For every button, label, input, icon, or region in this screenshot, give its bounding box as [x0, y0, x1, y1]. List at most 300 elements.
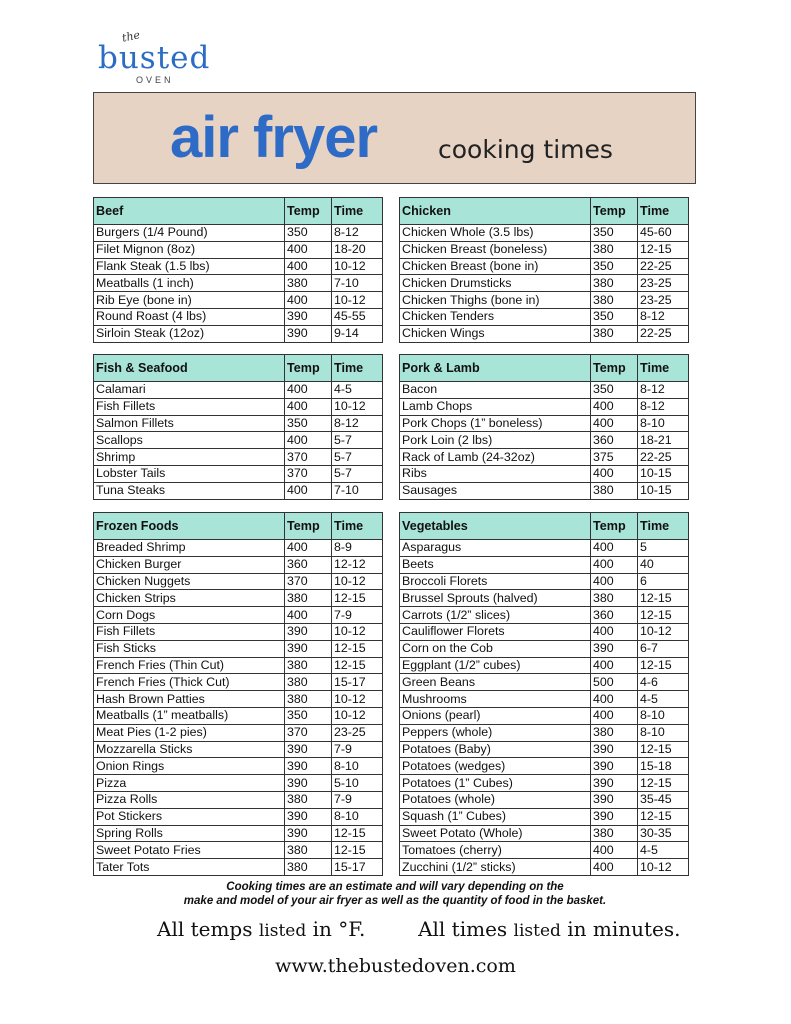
time-cell: 23-25: [332, 724, 383, 741]
time-cell: 8-9: [332, 540, 383, 557]
temp-cell: 350: [591, 308, 638, 325]
time-cell: 7-10: [332, 482, 383, 499]
time-cell: 8-12: [638, 308, 689, 325]
table-row: [400, 225, 689, 242]
category-header: Pork & Lamb: [400, 355, 591, 382]
time-cell: 5: [638, 540, 689, 557]
temp-cell: 400: [591, 707, 638, 724]
time-cell: 15-17: [332, 859, 383, 876]
food-name-cell: Peppers (whole): [400, 724, 591, 741]
temps-suffix: in °F.: [312, 917, 366, 941]
table-row: [94, 674, 383, 691]
food-name-cell: Fish Fillets: [94, 398, 285, 415]
table-row: [400, 758, 689, 775]
time-cell: 12-15: [638, 607, 689, 624]
time-cell: 12-15: [638, 657, 689, 674]
food-name-cell: Broccoli Florets: [400, 573, 591, 590]
time-cell: 12-15: [332, 825, 383, 842]
food-name-cell: French Fries (Thick Cut): [94, 674, 285, 691]
table-row: [94, 258, 383, 275]
table-row: [94, 325, 383, 342]
temp-cell: 390: [285, 825, 332, 842]
time-header: Time: [332, 355, 383, 382]
temp-cell: 400: [285, 432, 332, 449]
banner-subtitle: cooking times: [438, 135, 613, 164]
table-row: [400, 415, 689, 432]
food-name-cell: Sweet Potato (Whole): [400, 825, 591, 842]
food-name-cell: Chicken Thighs (bone in): [400, 292, 591, 309]
time-cell: 7-9: [332, 741, 383, 758]
vegetables-table: [399, 512, 689, 876]
food-name-cell: Zucchini (1/2” sticks): [400, 859, 591, 876]
table-row: [94, 691, 383, 708]
time-cell: 12-15: [332, 590, 383, 607]
time-cell: 8-12: [332, 225, 383, 242]
time-cell: 10-15: [638, 482, 689, 499]
table-row: [400, 707, 689, 724]
food-name-cell: Chicken Drumsticks: [400, 275, 591, 292]
food-name-cell: Filet Mignon (8oz): [94, 241, 285, 258]
temp-cell: 375: [591, 449, 638, 466]
temp-cell: 400: [591, 859, 638, 876]
time-cell: 23-25: [638, 292, 689, 309]
food-name-cell: Tater Tots: [94, 859, 285, 876]
food-name-cell: Potatoes (wedges): [400, 758, 591, 775]
table-row: [400, 465, 689, 482]
temp-cell: 390: [285, 325, 332, 342]
table-row: [94, 292, 383, 309]
table-row: [94, 556, 383, 573]
food-name-cell: Beets: [400, 556, 591, 573]
table-row: [94, 657, 383, 674]
temp-cell: 350: [285, 415, 332, 432]
food-name-cell: Squash (1” Cubes): [400, 808, 591, 825]
temp-cell: 390: [591, 775, 638, 792]
table-row: [400, 398, 689, 415]
temp-cell: 380: [285, 590, 332, 607]
time-cell: 4-5: [638, 842, 689, 859]
table-row: [94, 724, 383, 741]
time-cell: 35-45: [638, 791, 689, 808]
table-row: [400, 741, 689, 758]
table-header-row: [94, 513, 383, 540]
temp-cell: 380: [285, 791, 332, 808]
time-cell: 40: [638, 556, 689, 573]
units-statement: [157, 917, 681, 941]
time-header: Time: [638, 198, 689, 225]
temp-header: Temp: [285, 198, 332, 225]
time-cell: 30-35: [638, 825, 689, 842]
table-row: [400, 808, 689, 825]
temp-cell: 400: [285, 398, 332, 415]
table-row: [94, 241, 383, 258]
website-url[interactable]: www.thebustedoven.com: [275, 955, 516, 977]
time-cell: 9-14: [332, 325, 383, 342]
disclaimer-line-1: Cooking times are an estimate and will vary depending on the: [226, 881, 564, 893]
temp-cell: 360: [285, 556, 332, 573]
table-row: [94, 741, 383, 758]
fish-seafood-table: [93, 354, 383, 500]
temp-cell: 380: [591, 590, 638, 607]
table-row: [94, 607, 383, 624]
time-cell: 6: [638, 573, 689, 590]
temp-header: Temp: [591, 198, 638, 225]
time-cell: 5-7: [332, 465, 383, 482]
table-row: [400, 540, 689, 557]
table-row: [400, 556, 689, 573]
table-row: [400, 842, 689, 859]
time-cell: 10-15: [638, 465, 689, 482]
time-cell: 8-12: [332, 415, 383, 432]
food-name-cell: Meatballs (1 inch): [94, 275, 285, 292]
time-cell: 8-12: [638, 398, 689, 415]
table-row: [94, 398, 383, 415]
food-name-cell: Round Roast (4 lbs): [94, 308, 285, 325]
food-name-cell: Breaded Shrimp: [94, 540, 285, 557]
temp-cell: 400: [591, 398, 638, 415]
time-cell: 5-7: [332, 449, 383, 466]
time-header: Time: [332, 198, 383, 225]
time-cell: 12-15: [638, 590, 689, 607]
temp-cell: 390: [591, 741, 638, 758]
table-row: [400, 308, 689, 325]
frozen-foods-table: [93, 512, 383, 876]
time-cell: 45-60: [638, 225, 689, 242]
time-cell: 5-7: [332, 432, 383, 449]
temp-cell: 370: [285, 465, 332, 482]
food-name-cell: Shrimp: [94, 449, 285, 466]
table-row: [400, 275, 689, 292]
temp-cell: 360: [591, 607, 638, 624]
food-name-cell: Corn on the Cob: [400, 640, 591, 657]
food-name-cell: Lamb Chops: [400, 398, 591, 415]
table-row: [400, 325, 689, 342]
table-row: [400, 482, 689, 499]
temp-cell: 390: [285, 758, 332, 775]
table-row: [94, 825, 383, 842]
table-row: [94, 308, 383, 325]
food-name-cell: Sweet Potato Fries: [94, 842, 285, 859]
time-cell: 12-15: [332, 657, 383, 674]
time-header: Time: [638, 355, 689, 382]
time-cell: 10-12: [332, 398, 383, 415]
table-row: [400, 258, 689, 275]
temp-cell: 400: [591, 540, 638, 557]
food-name-cell: Potatoes (Baby): [400, 741, 591, 758]
temp-cell: 400: [591, 842, 638, 859]
food-name-cell: Pot Stickers: [94, 808, 285, 825]
temp-cell: 380: [591, 325, 638, 342]
temp-cell: 350: [591, 258, 638, 275]
table-row: [94, 590, 383, 607]
disclaimer-note: [100, 880, 690, 908]
table-row: [400, 449, 689, 466]
table-row: [94, 465, 383, 482]
time-cell: 22-25: [638, 258, 689, 275]
temp-cell: 400: [591, 465, 638, 482]
table-row: [400, 791, 689, 808]
temp-cell: 400: [285, 482, 332, 499]
food-name-cell: Mushrooms: [400, 691, 591, 708]
temp-cell: 350: [285, 225, 332, 242]
temp-cell: 380: [285, 859, 332, 876]
time-cell: 7-9: [332, 607, 383, 624]
time-cell: 12-15: [332, 640, 383, 657]
table-row: [94, 415, 383, 432]
temp-cell: 380: [285, 674, 332, 691]
time-cell: 23-25: [638, 275, 689, 292]
temp-cell: 390: [591, 791, 638, 808]
temp-cell: 350: [591, 225, 638, 242]
table-row: [400, 859, 689, 876]
temp-cell: 350: [285, 707, 332, 724]
table-row: [94, 775, 383, 792]
time-cell: 12-15: [638, 808, 689, 825]
temp-cell: 400: [591, 657, 638, 674]
temp-cell: 380: [591, 724, 638, 741]
temp-cell: 400: [285, 241, 332, 258]
temp-cell: 400: [591, 691, 638, 708]
time-cell: 18-20: [332, 241, 383, 258]
food-name-cell: Chicken Wings: [400, 325, 591, 342]
temp-cell: 380: [591, 292, 638, 309]
temp-header: Temp: [285, 355, 332, 382]
time-cell: 10-12: [332, 707, 383, 724]
food-name-cell: Fish Sticks: [94, 640, 285, 657]
food-name-cell: Onion Rings: [94, 758, 285, 775]
category-header: Frozen Foods: [94, 513, 285, 540]
food-name-cell: Potatoes (1” Cubes): [400, 775, 591, 792]
table-row: [400, 432, 689, 449]
temp-cell: 400: [591, 556, 638, 573]
time-cell: 7-10: [332, 275, 383, 292]
food-name-cell: Sausages: [400, 482, 591, 499]
time-cell: 10-12: [638, 859, 689, 876]
temp-cell: 390: [285, 623, 332, 640]
temp-cell: 370: [285, 449, 332, 466]
temps-prefix: All temps: [157, 917, 253, 941]
table-row: [94, 382, 383, 399]
time-cell: 5-10: [332, 775, 383, 792]
pork-lamb-table: [399, 354, 689, 500]
table-header-row: [94, 198, 383, 225]
table-row: [400, 674, 689, 691]
food-name-cell: Scallops: [94, 432, 285, 449]
table-row: [400, 292, 689, 309]
time-cell: 10-12: [332, 691, 383, 708]
category-header: Vegetables: [400, 513, 591, 540]
table-row: [94, 808, 383, 825]
table-header-row: [400, 355, 689, 382]
temp-cell: 390: [285, 741, 332, 758]
table-row: [400, 590, 689, 607]
temp-cell: 380: [591, 825, 638, 842]
brand-logo: [96, 30, 216, 88]
temp-cell: 400: [285, 382, 332, 399]
time-cell: 22-25: [638, 449, 689, 466]
temp-cell: 390: [285, 808, 332, 825]
food-name-cell: Rib Eye (bone in): [94, 292, 285, 309]
temp-cell: 390: [591, 808, 638, 825]
category-header: Chicken: [400, 198, 591, 225]
time-cell: 15-18: [638, 758, 689, 775]
temp-cell: 360: [591, 432, 638, 449]
time-cell: 10-12: [332, 573, 383, 590]
table-row: [94, 859, 383, 876]
table-row: [94, 449, 383, 466]
table-row: [94, 573, 383, 590]
temp-cell: 400: [285, 607, 332, 624]
time-cell: 12-12: [332, 556, 383, 573]
food-name-cell: Pizza Rolls: [94, 791, 285, 808]
table-row: [94, 432, 383, 449]
table-row: [94, 275, 383, 292]
category-header: Fish & Seafood: [94, 355, 285, 382]
food-name-cell: Meat Pies (1-2 pies): [94, 724, 285, 741]
food-name-cell: Burgers (1/4 Pound): [94, 225, 285, 242]
temp-cell: 380: [591, 482, 638, 499]
food-name-cell: Chicken Breast (boneless): [400, 241, 591, 258]
food-name-cell: Chicken Strips: [94, 590, 285, 607]
food-name-cell: Calamari: [94, 382, 285, 399]
disclaimer-line-2: make and model of your air fryer as well as the quantity of food in the basket.: [183, 895, 607, 907]
temp-cell: 380: [285, 275, 332, 292]
temp-cell: 380: [591, 275, 638, 292]
temp-cell: 400: [285, 540, 332, 557]
table-row: [400, 775, 689, 792]
table-row: [400, 724, 689, 741]
temp-cell: 400: [591, 573, 638, 590]
times-prefix: All times: [418, 917, 508, 941]
temp-cell: 390: [591, 640, 638, 657]
food-name-cell: Spring Rolls: [94, 825, 285, 842]
time-cell: 12-15: [638, 241, 689, 258]
food-name-cell: Onions (pearl): [400, 707, 591, 724]
table-header-row: [94, 355, 383, 382]
banner-title: air fryer: [170, 105, 378, 170]
food-name-cell: Chicken Whole (3.5 lbs): [400, 225, 591, 242]
food-name-cell: Flank Steak (1.5 lbs): [94, 258, 285, 275]
time-cell: 22-25: [638, 325, 689, 342]
food-name-cell: French Fries (Thin Cut): [94, 657, 285, 674]
category-header: Beef: [94, 198, 285, 225]
food-name-cell: Salmon Fillets: [94, 415, 285, 432]
time-header: Time: [332, 513, 383, 540]
temp-header: Temp: [591, 513, 638, 540]
time-cell: 10-12: [332, 623, 383, 640]
temp-header: Temp: [591, 355, 638, 382]
temp-cell: 390: [591, 758, 638, 775]
food-name-cell: Eggplant (1/2” cubes): [400, 657, 591, 674]
time-cell: 8-10: [332, 808, 383, 825]
food-name-cell: Fish Fillets: [94, 623, 285, 640]
food-name-cell: Pork Chops (1” boneless): [400, 415, 591, 432]
beef-table: [93, 197, 383, 343]
food-name-cell: Chicken Nuggets: [94, 573, 285, 590]
table-row: [94, 791, 383, 808]
table-row: [400, 623, 689, 640]
temp-cell: 350: [591, 382, 638, 399]
time-cell: 10-12: [332, 292, 383, 309]
temp-cell: 400: [285, 292, 332, 309]
temp-header: Temp: [285, 513, 332, 540]
food-name-cell: Pork Loin (2 lbs): [400, 432, 591, 449]
table-row: [400, 657, 689, 674]
time-cell: 12-15: [638, 775, 689, 792]
title-banner: [93, 92, 696, 184]
temp-cell: 380: [285, 657, 332, 674]
food-name-cell: Green Beans: [400, 674, 591, 691]
temp-cell: 400: [285, 258, 332, 275]
food-name-cell: Bacon: [400, 382, 591, 399]
table-row: [400, 382, 689, 399]
temp-cell: 400: [591, 623, 638, 640]
table-row: [400, 825, 689, 842]
food-name-cell: Ribs: [400, 465, 591, 482]
temp-cell: 380: [285, 842, 332, 859]
food-name-cell: Carrots (1/2” slices): [400, 607, 591, 624]
food-name-cell: Corn Dogs: [94, 607, 285, 624]
time-cell: 45-55: [332, 308, 383, 325]
time-cell: 15-17: [332, 674, 383, 691]
table-row: [94, 623, 383, 640]
time-cell: 10-12: [332, 258, 383, 275]
time-cell: 12-15: [638, 741, 689, 758]
chicken-table: [399, 197, 689, 343]
times-suffix: in minutes.: [567, 917, 681, 941]
times-mid: listed: [513, 921, 561, 941]
time-cell: 8-10: [332, 758, 383, 775]
temp-cell: 500: [591, 674, 638, 691]
food-name-cell: Rack of Lamb (24-32oz): [400, 449, 591, 466]
table-row: [94, 758, 383, 775]
table-row: [400, 573, 689, 590]
food-name-cell: Lobster Tails: [94, 465, 285, 482]
temp-cell: 390: [285, 775, 332, 792]
time-cell: 6-7: [638, 640, 689, 657]
table-header-row: [400, 198, 689, 225]
time-cell: 7-9: [332, 791, 383, 808]
food-name-cell: Chicken Breast (bone in): [400, 258, 591, 275]
temp-cell: 380: [591, 241, 638, 258]
table-row: [94, 707, 383, 724]
time-header: Time: [638, 513, 689, 540]
food-name-cell: Potatoes (whole): [400, 791, 591, 808]
table-row: [94, 225, 383, 242]
temp-cell: 400: [591, 415, 638, 432]
time-cell: 10-12: [638, 623, 689, 640]
temp-cell: 380: [285, 691, 332, 708]
logo-main-text: busted: [98, 40, 211, 76]
time-cell: 4-5: [332, 382, 383, 399]
temp-cell: 370: [285, 724, 332, 741]
time-cell: 4-6: [638, 674, 689, 691]
logo-small-text: the: [120, 28, 142, 45]
table-row: [94, 842, 383, 859]
temp-cell: 370: [285, 573, 332, 590]
table-row: [400, 241, 689, 258]
table-row: [400, 691, 689, 708]
table-row: [400, 640, 689, 657]
temps-mid: listed: [258, 921, 307, 941]
food-name-cell: Brussel Sprouts (halved): [400, 590, 591, 607]
time-cell: 18-21: [638, 432, 689, 449]
table-row: [94, 482, 383, 499]
food-name-cell: Sirloin Steak (12oz): [94, 325, 285, 342]
food-name-cell: Tomatoes (cherry): [400, 842, 591, 859]
logo-sub-text: OVEN: [136, 75, 174, 85]
table-header-row: [400, 513, 689, 540]
